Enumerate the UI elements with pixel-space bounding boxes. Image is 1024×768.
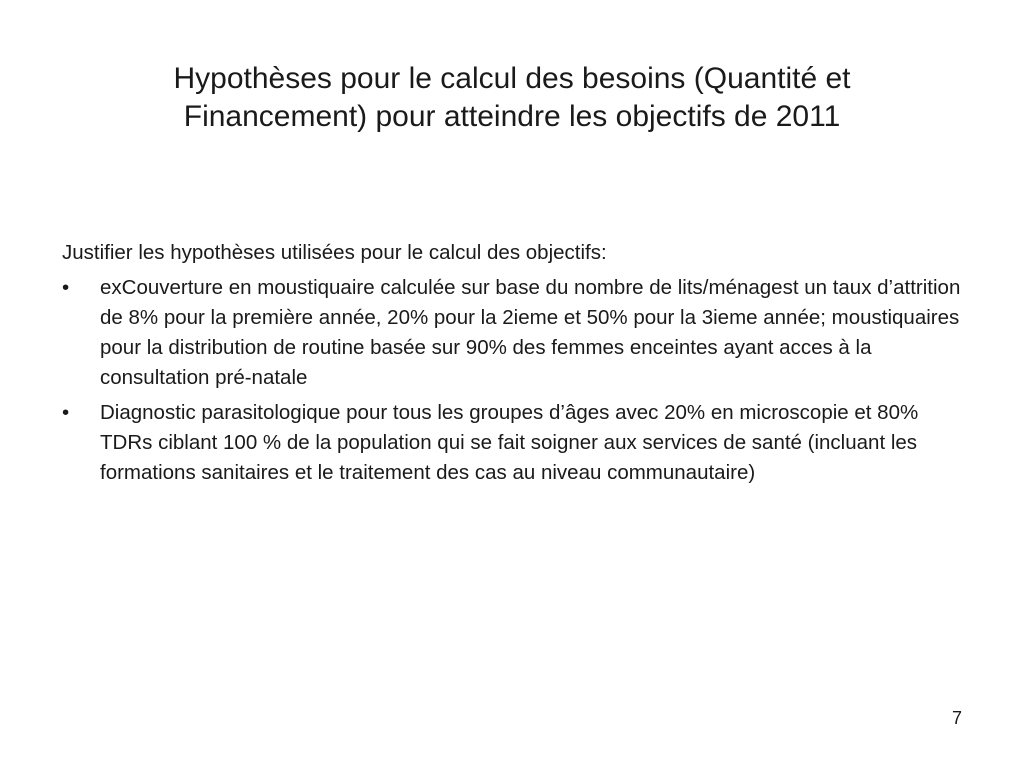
bullet-list [62,273,967,488]
page-number: 7 [951,708,962,728]
list-item [62,273,967,393]
slide-title: Hypothèses pour le calcul des besoins (Quantité et Financement) pour atteindre les objectifs de 2011 [173,62,851,133]
list-item [62,398,967,488]
slide-body [62,238,967,493]
bullet-text: Diagnostic parasitologique pour tous les groupes d’âges avec 20% en microscopie et 80% TDRs ciblant 100 % de la population qui se fait soigner aux services de santé (incluant les formations sanitaires et le traitement des cas au niveau communautaire) [100,401,919,484]
intro-text: Justifier les hypothèses utilisées pour le calcul des objectifs: [62,241,607,264]
bullet-icon: • [62,401,70,424]
bullet-text: exCouverture en moustiquaire calculée sur base du nombre de lits/ménagest un taux d’attrition de 8% pour la première année, 20% pour la 2ieme et 50% pour la 3ieme année; moustiquaires pour la distribution de routine basée sur 90% des femmes enceintes ayant acces à la consultation pré-natale [100,276,961,389]
bullet-icon: • [62,276,70,299]
